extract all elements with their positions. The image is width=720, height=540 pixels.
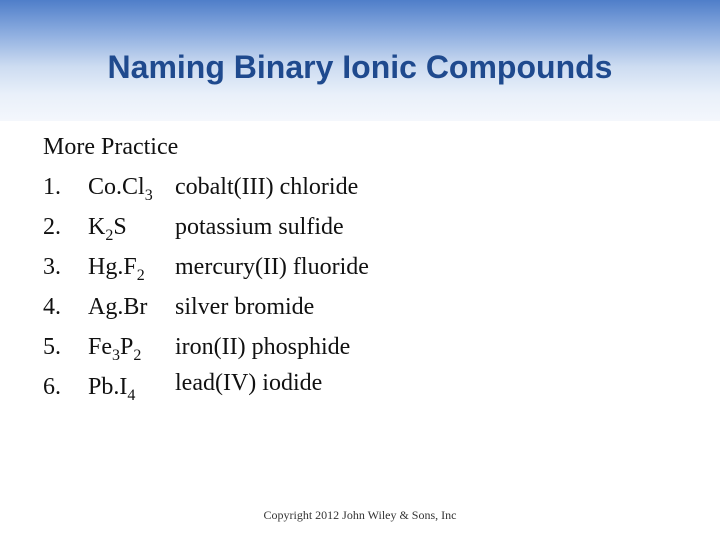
item-number: 3. bbox=[43, 254, 61, 280]
formula-subscript: 2 bbox=[105, 227, 114, 244]
formula-element: P bbox=[120, 334, 134, 360]
subheading: More Practice bbox=[43, 134, 179, 160]
formula-subscript: 3 bbox=[144, 187, 153, 204]
formula-element: Fe bbox=[88, 334, 112, 360]
chemical-formula: $Hg.F_2$ bbox=[88, 254, 145, 284]
chemical-formula: $Pb.I_4$ bbox=[88, 374, 136, 404]
chemical-formula bbox=[88, 211, 127, 246]
formula-element: Cl bbox=[122, 174, 145, 200]
compound-name: potassium sulfide bbox=[175, 214, 344, 240]
item-number: 6. bbox=[43, 374, 61, 400]
formula-element: S bbox=[113, 214, 127, 240]
chemical-formula: Ag.Br bbox=[88, 294, 148, 320]
chemical-formula bbox=[88, 331, 141, 366]
formula-element: Pb bbox=[88, 374, 114, 400]
item-number: 1. bbox=[43, 174, 61, 200]
formula-subscript: 3 bbox=[112, 347, 120, 364]
compound-name: mercury(II) fluoride bbox=[175, 254, 369, 280]
formula-subscript: 2 bbox=[133, 347, 142, 364]
formula-element: F bbox=[123, 254, 137, 280]
compound-name: iron(II) phosphide bbox=[175, 334, 351, 360]
formula-element: K bbox=[88, 214, 106, 240]
formula-subscript: 4 bbox=[127, 387, 136, 404]
chemical-formula: $Co.Cl_3$ bbox=[88, 174, 153, 204]
item-number: 4. bbox=[43, 294, 61, 320]
slide-title: Naming Binary Ionic Compounds bbox=[107, 49, 613, 85]
item-number: 2. bbox=[43, 214, 61, 240]
compound-name: cobalt(III) chloride bbox=[175, 174, 359, 200]
formula-element: Co bbox=[88, 174, 117, 200]
item-number: 5. bbox=[43, 334, 61, 360]
formula-element: I bbox=[119, 374, 128, 400]
formula-subscript: 2 bbox=[136, 267, 145, 284]
compound-name: lead(IV) iodide bbox=[175, 370, 323, 396]
compound-name: silver bromide bbox=[175, 294, 315, 320]
formula-element: Hg bbox=[88, 254, 118, 280]
copyright-notice: Copyright 2012 John Wiley & Sons, Inc bbox=[263, 508, 457, 522]
formula-element: Ag bbox=[88, 294, 118, 320]
formula-element: Br bbox=[123, 294, 148, 320]
